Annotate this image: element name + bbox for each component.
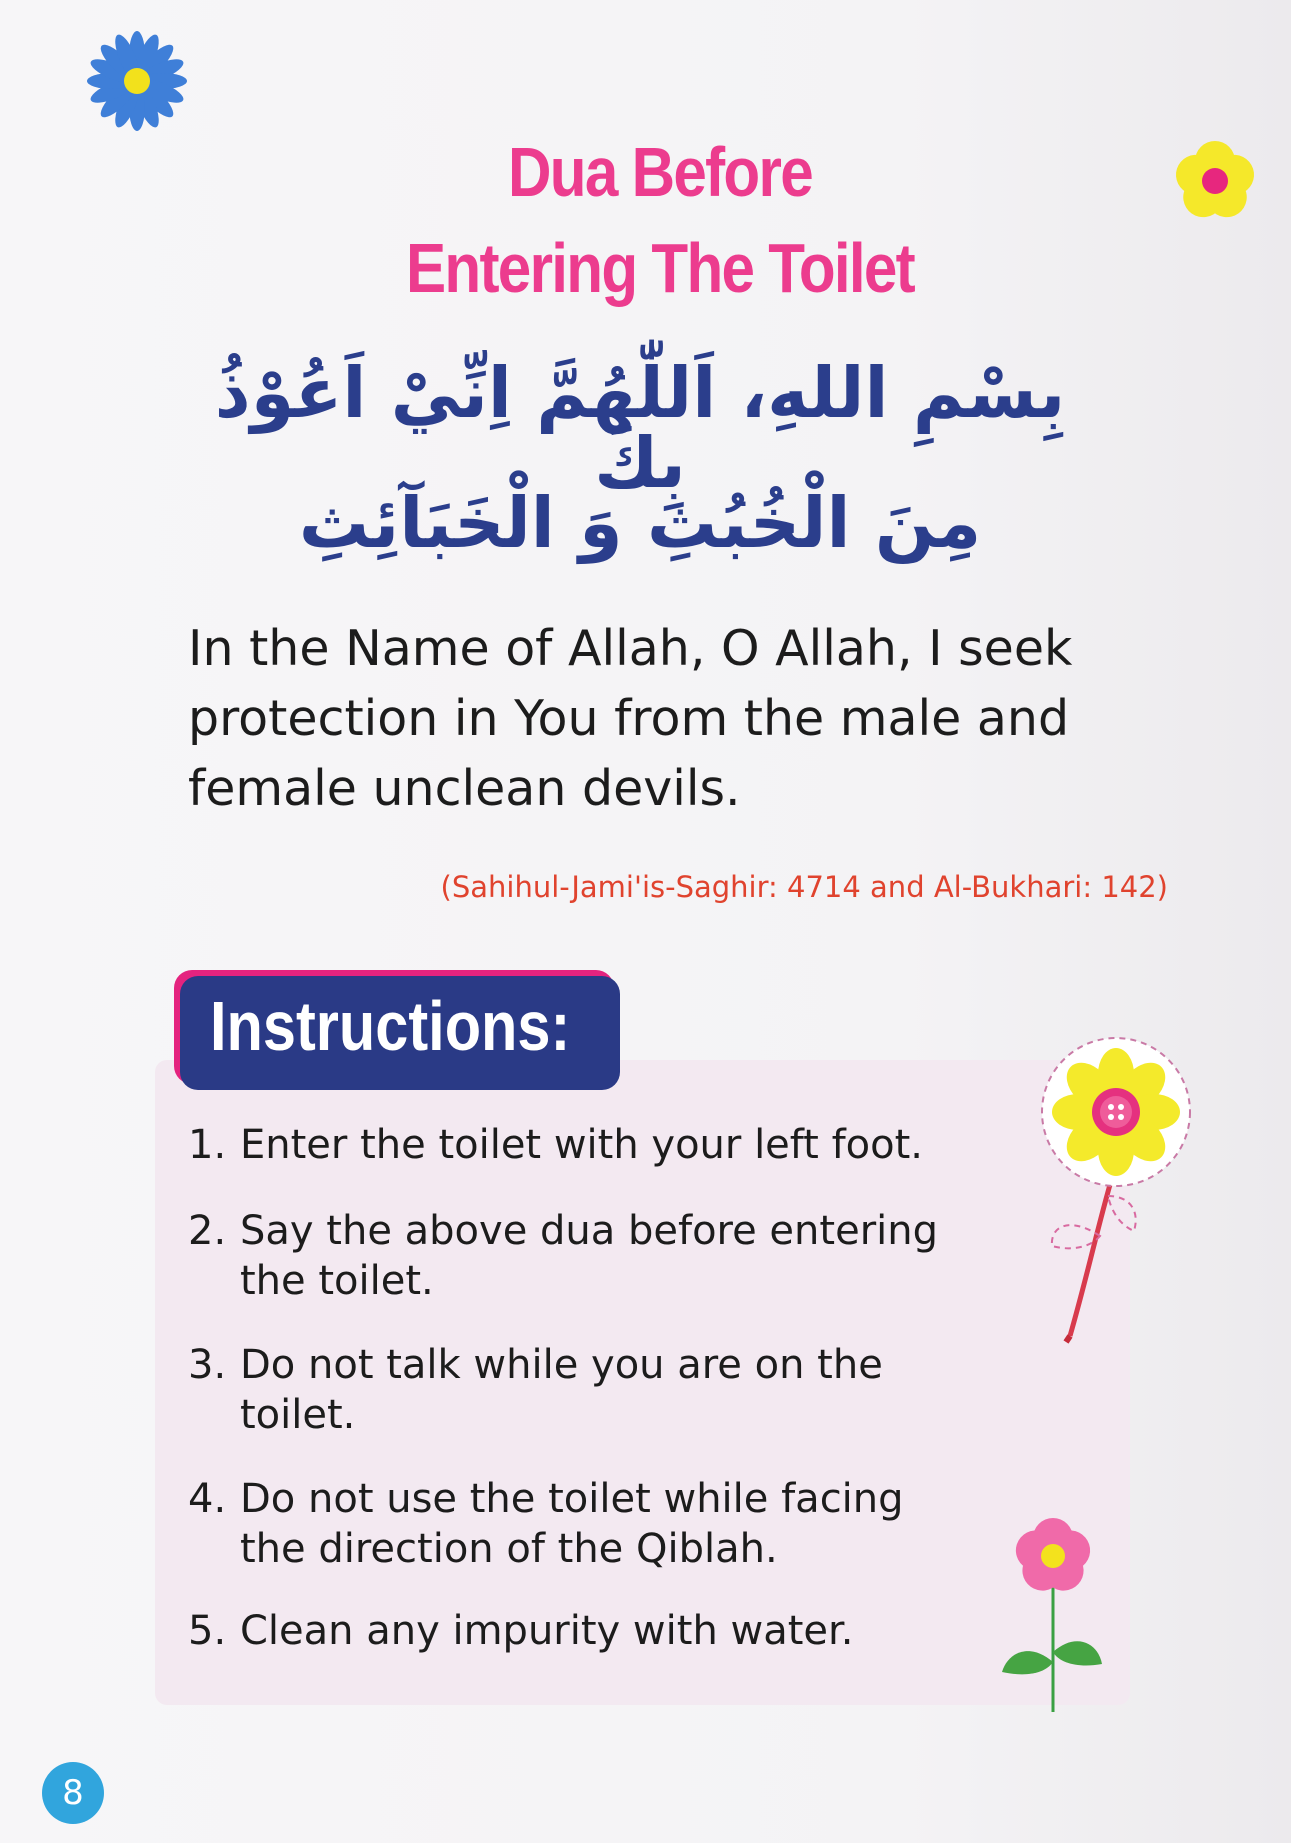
arabic-dua-line-1: بِسْمِ اللهِ، اَللّٰهُمَّ اِنِّيْ اَعُوْذُ بِكَ <box>214 352 1066 504</box>
page-title-line-2: Entering The Toilet <box>405 229 914 307</box>
list-item <box>188 1606 1018 1656</box>
stitched-flower-icon <box>1030 1036 1210 1346</box>
list-item-text: Do not talk while you are on the toilet. <box>240 1342 883 1438</box>
list-item-text: Do not use the toilet while facing the direction of the Qiblah. <box>240 1476 904 1572</box>
pink-flower-icon <box>1000 1512 1110 1712</box>
list-item-number: 2. <box>188 1208 227 1254</box>
page-title-line-1: Dua Before <box>508 133 812 211</box>
list-item <box>188 1120 1018 1170</box>
instructions-heading-badge <box>180 976 620 1090</box>
list-item <box>188 1340 918 1440</box>
instructions-heading: Instructions: <box>210 987 571 1065</box>
arabic-dua-line-2: مِنَ الْخُبُثِ وَ الْخَبَآئِثِ <box>298 482 982 564</box>
list-item-number: 1. <box>188 1122 227 1168</box>
list-item-text: Clean any impurity with water. <box>240 1608 854 1654</box>
blue-flower-icon <box>84 28 190 134</box>
page-number: 8 <box>42 1762 104 1824</box>
list-item-number: 5. <box>188 1608 227 1654</box>
list-item-text: Say the above dua before entering the toilet. <box>240 1208 938 1304</box>
list-item-number: 4. <box>188 1476 227 1522</box>
list-item-text: Enter the toilet with your left foot. <box>240 1122 923 1168</box>
list-item <box>188 1206 968 1306</box>
hadith-reference: (Sahihul-Jami'is-Saghir: 4714 and Al-Bukhari: 142) <box>440 870 1168 904</box>
dua-translation: In the Name of Allah, O Allah, I seek protection in You from the male and female unclean devils. <box>188 620 1073 817</box>
list-item <box>188 1474 948 1574</box>
list-item-number: 3. <box>188 1342 227 1388</box>
